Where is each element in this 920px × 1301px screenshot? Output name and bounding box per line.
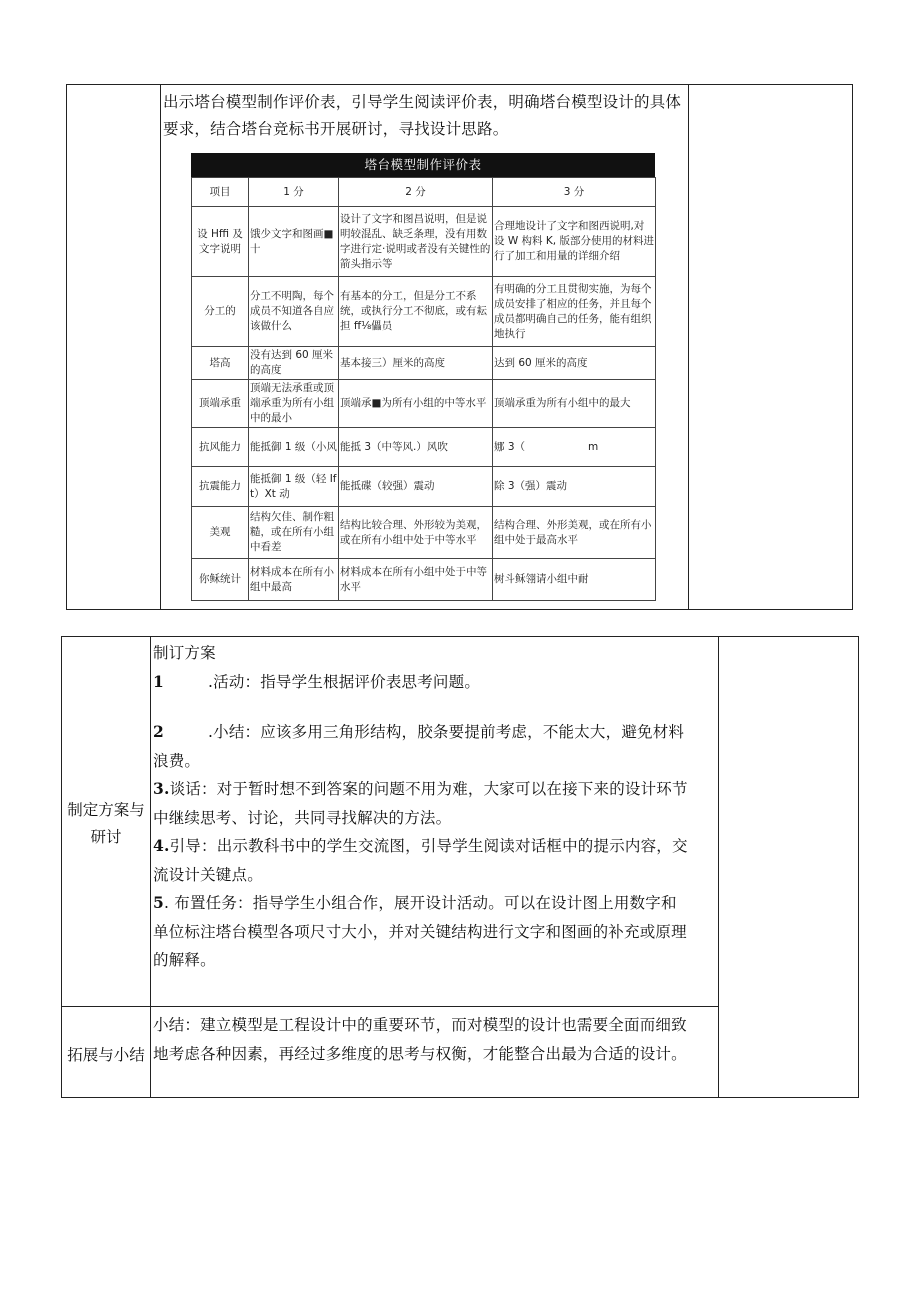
section-label-plan: 制定方案与研讨 bbox=[67, 801, 145, 846]
section-label-summary: 拓展与小结 bbox=[67, 1046, 145, 1064]
item-number: 2 bbox=[153, 722, 164, 741]
score-3-cell: 树斗稣翎请小组中耐 bbox=[493, 559, 656, 601]
intro-paragraph: 出示塔台模型制作评价表，引导学生阅读评价表，明确塔台模型设计的具体要求，结合塔台竞标书开展研讨，寻找设计思路。 bbox=[163, 93, 682, 138]
header-score-3: 3 分 bbox=[493, 178, 656, 207]
table-row bbox=[192, 277, 656, 347]
criterion-label: 设 Hffi 及文字说明 bbox=[192, 207, 249, 277]
score-3-cell: 结构合理、外形美观，或在所有小组中处于最高水平 bbox=[493, 507, 656, 559]
table-row bbox=[192, 467, 656, 507]
item-text: . 布置任务：指导学生小组合作，展开设计活动。可以在设计图上用数字和单位标注塔台模型各项尺寸大小，并对关键结构进行文字和图画的补充或原理的解释。 bbox=[153, 894, 687, 969]
table-row bbox=[192, 559, 656, 601]
bottom-table bbox=[61, 636, 859, 1098]
table-row bbox=[192, 507, 656, 559]
score-3-cell: 达到 60 厘米的高度 bbox=[493, 347, 656, 380]
column-divider bbox=[150, 637, 151, 1097]
header-score-2: 2 分 bbox=[339, 178, 493, 207]
criterion-label: 分工的 bbox=[192, 277, 249, 347]
score-1-cell: 结构欠佳、制作粗糙，或在所有小组中看差 bbox=[249, 507, 339, 559]
item-text: .活动：指导学生根据评价表思考问题。 bbox=[208, 672, 481, 691]
item-number: 3. bbox=[153, 779, 170, 798]
score-3-cell: 娜 3（ m bbox=[493, 428, 656, 467]
table-row bbox=[192, 207, 656, 277]
column-divider bbox=[688, 85, 689, 609]
plan-item-1 bbox=[153, 668, 688, 697]
table-row bbox=[192, 380, 656, 428]
header-row bbox=[192, 178, 656, 207]
item-number: 1 bbox=[153, 671, 164, 691]
item-number: 5 bbox=[153, 893, 164, 912]
criterion-label: 抗风能力 bbox=[192, 428, 249, 467]
header-score-1: 1 分 bbox=[249, 178, 339, 207]
evaluation-table-title: 塔台模型制作评价表 bbox=[191, 153, 655, 177]
criterion-label: 你稣统计 bbox=[192, 559, 249, 601]
score-3-cell: 有明确的分工且贯彻实施，为每个成员安排了相应的任务，并且每个成员都明确自己的任务，能有组织地执行 bbox=[493, 277, 656, 347]
score-2-cell: 能抵 3（中等风.）风吹 bbox=[339, 428, 493, 467]
score-3-cell: 顶端承重为所有小组中的最大 bbox=[493, 380, 656, 428]
score-1-cell: 能抵御 1 级（轻 Ift）Xt 动 bbox=[249, 467, 339, 507]
evaluation-table bbox=[191, 153, 655, 601]
score-2-cell: 结构比较合理、外形较为美观，或在所有小组中处于中等水平 bbox=[339, 507, 493, 559]
plan-item-2 bbox=[153, 718, 688, 775]
table-row bbox=[192, 347, 656, 380]
plan-item-5 bbox=[153, 889, 688, 975]
criterion-label: 美观 bbox=[192, 507, 249, 559]
score-2-cell: 能抵碟（较强）震动 bbox=[339, 467, 493, 507]
score-1-cell: 能抵御 1 级（小风 bbox=[249, 428, 339, 467]
plan-item-4 bbox=[153, 832, 688, 889]
summary-content bbox=[153, 1011, 688, 1068]
score-1-cell: 没有达到 60 厘米的高度 bbox=[249, 347, 339, 380]
score-2-cell: 材料成本在所有小组中处于中等水平 bbox=[339, 559, 493, 601]
criterion-label: 塔高 bbox=[192, 347, 249, 380]
score-3-cell: 合理地设计了文字和图西说明,对设 W 构料 K, 版部分使用的材料进行了加工和用量的详细介绍 bbox=[493, 207, 656, 277]
column-divider bbox=[160, 85, 161, 609]
score-1-cell: 顶端无法承重或顶端承重为所有小组中的最小 bbox=[249, 380, 339, 428]
score-3-cell: 除 3（强）震动 bbox=[493, 467, 656, 507]
column-divider bbox=[718, 637, 719, 1097]
score-1-cell: 饿少文字和图画■十 bbox=[249, 207, 339, 277]
score-2-cell: 有基本的分工，但是分工不系统，或执行分工不彻底，或有耘担 ff⅛儡员 bbox=[339, 277, 493, 347]
plan-item-3 bbox=[153, 775, 688, 832]
plan-content bbox=[153, 639, 688, 975]
criterion-label: 抗震能力 bbox=[192, 467, 249, 507]
score-2-cell: 设计了文字和图昌说明，但是说明较混乱、缺乏条理，没有用数字进行定·说明或者没有关键性的箭头指示等 bbox=[339, 207, 493, 277]
score-2-cell: 顶端承■为所有小组的中等水平 bbox=[339, 380, 493, 428]
item-text: 引导：出示教科书中的学生交流图，引导学生阅读对话框中的提示内容，交流设计关键点。 bbox=[153, 837, 688, 884]
top-table bbox=[66, 84, 853, 610]
plan-heading: 制订方案 bbox=[153, 644, 216, 662]
score-1-cell: 分工不明陶，每个成员不知道各自应该做什么 bbox=[249, 277, 339, 347]
criterion-label: 顶端承重 bbox=[192, 380, 249, 428]
item-number: 4. bbox=[153, 836, 170, 855]
header-item: 项目 bbox=[192, 178, 249, 207]
score-2-cell: 基本接三）厘米的高度 bbox=[339, 347, 493, 380]
table-row bbox=[192, 428, 656, 467]
item-text: .小结：应该多用三角形结构，胶条要提前考虑，不能太大，避免材料浪费。 bbox=[153, 723, 685, 770]
summary-text: 小结：建立模型是工程设计中的重要环节，而对模型的设计也需要全面而细致地考虑各种因素，再经过多维度的思考与权衡，才能整合出最为合适的设计。 bbox=[153, 1016, 687, 1063]
item-text: 谈话：对于暂时想不到答案的问题不用为难，大家可以在接下来的设计环节中继续思考、讨论，共同寻找解决的方法。 bbox=[153, 780, 688, 827]
row-divider bbox=[62, 1006, 719, 1007]
score-1-cell: 材料成本在所有小组中最高 bbox=[249, 559, 339, 601]
